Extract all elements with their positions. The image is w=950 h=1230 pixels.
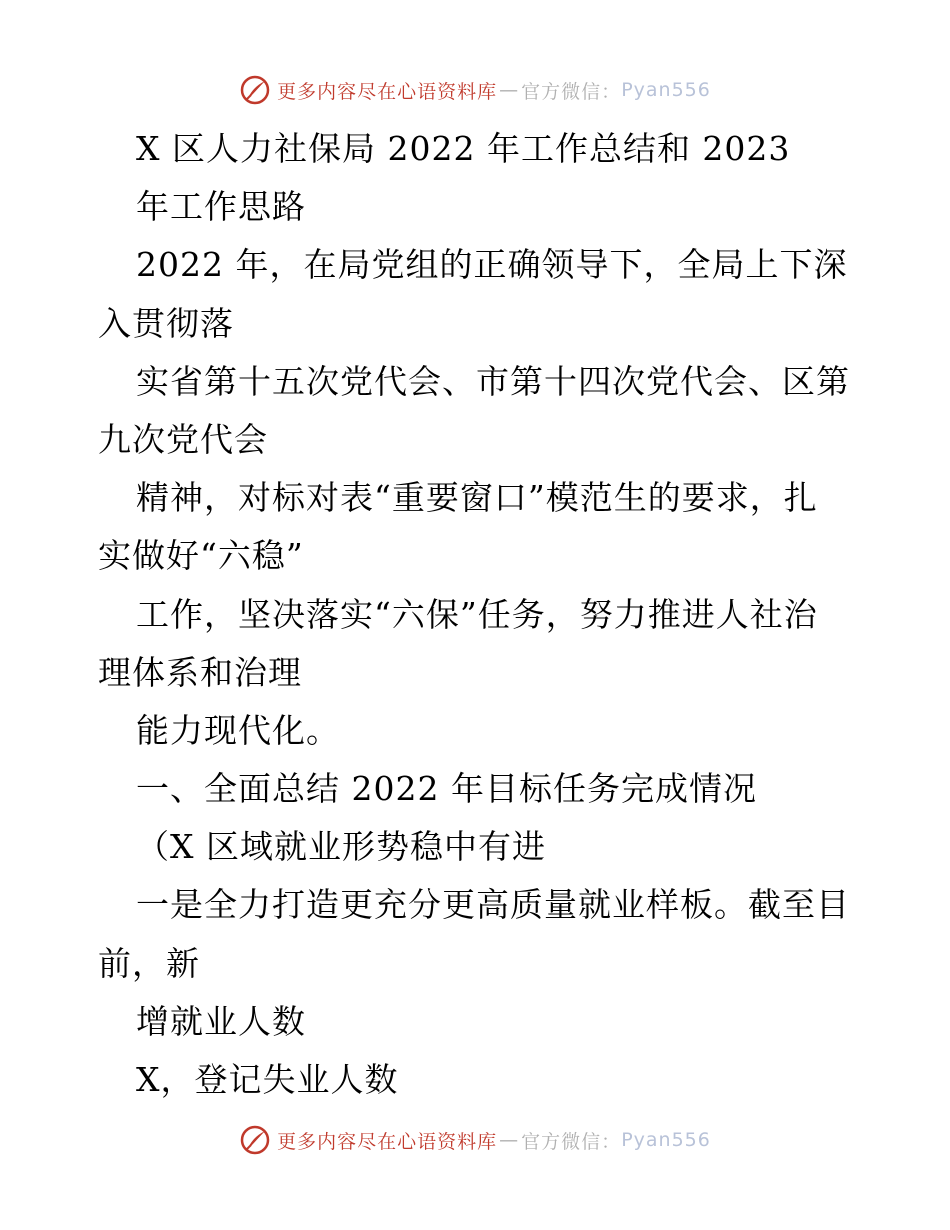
paragraph-line: 一是全力打造更充分更高质量就业样板。截至目 [136, 885, 850, 925]
paragraph-line: 实做好“六稳” [98, 536, 304, 576]
banner-dash: — [499, 1129, 520, 1151]
header-banner [0, 70, 950, 110]
red-feather-logo-icon [239, 74, 271, 106]
paragraph-line: 增就业人数 [136, 1001, 306, 1041]
paragraph-line: 九次党代会 [98, 419, 268, 459]
section-heading: 一、全面总结 2022 年目标任务完成情况 [136, 769, 757, 809]
paragraph-line: X，登记失业人数 [136, 1060, 399, 1099]
paragraph-line: 工作，坚决落实“六保”任务，努力推进人社治 [136, 594, 818, 634]
paragraph-line: 理体系和治理 [98, 652, 302, 692]
banner-handle: Pyan556 [621, 1129, 711, 1151]
banner-dash: — [499, 79, 520, 101]
footer-banner [0, 1120, 950, 1160]
paragraph-line: 入贯彻落 [98, 303, 234, 343]
paragraph-line: 精神，对标对表“重要窗口”模范生的要求，扎 [136, 478, 818, 518]
paragraph-line: 能力现代化。 [136, 710, 340, 750]
banner-main-text: 更多内容尽在心语资料库 [277, 80, 498, 103]
title-line-1: X 区人力社保局 2022 年工作总结和 2023 [136, 129, 791, 168]
document-body [98, 120, 858, 1109]
paragraph-line: 2022 年，在局党组的正确领导下，全局上下深 [136, 245, 848, 285]
banner-main-text: 更多内容尽在心语资料库 [277, 1130, 498, 1153]
title-line-2: 年工作思路 [136, 187, 306, 227]
paragraph-line: 实省第十五次党代会、市第十四次党代会、区第 [136, 361, 850, 401]
paragraph-line: 前，新 [98, 943, 200, 983]
subsection-heading: （X 区域就业形势稳中有进 [136, 827, 546, 867]
banner-handle: Pyan556 [621, 79, 711, 101]
banner-wechat-label: 官方微信： [521, 80, 622, 103]
red-feather-logo-icon [239, 1124, 271, 1156]
banner-wechat-label: 官方微信： [521, 1130, 622, 1153]
